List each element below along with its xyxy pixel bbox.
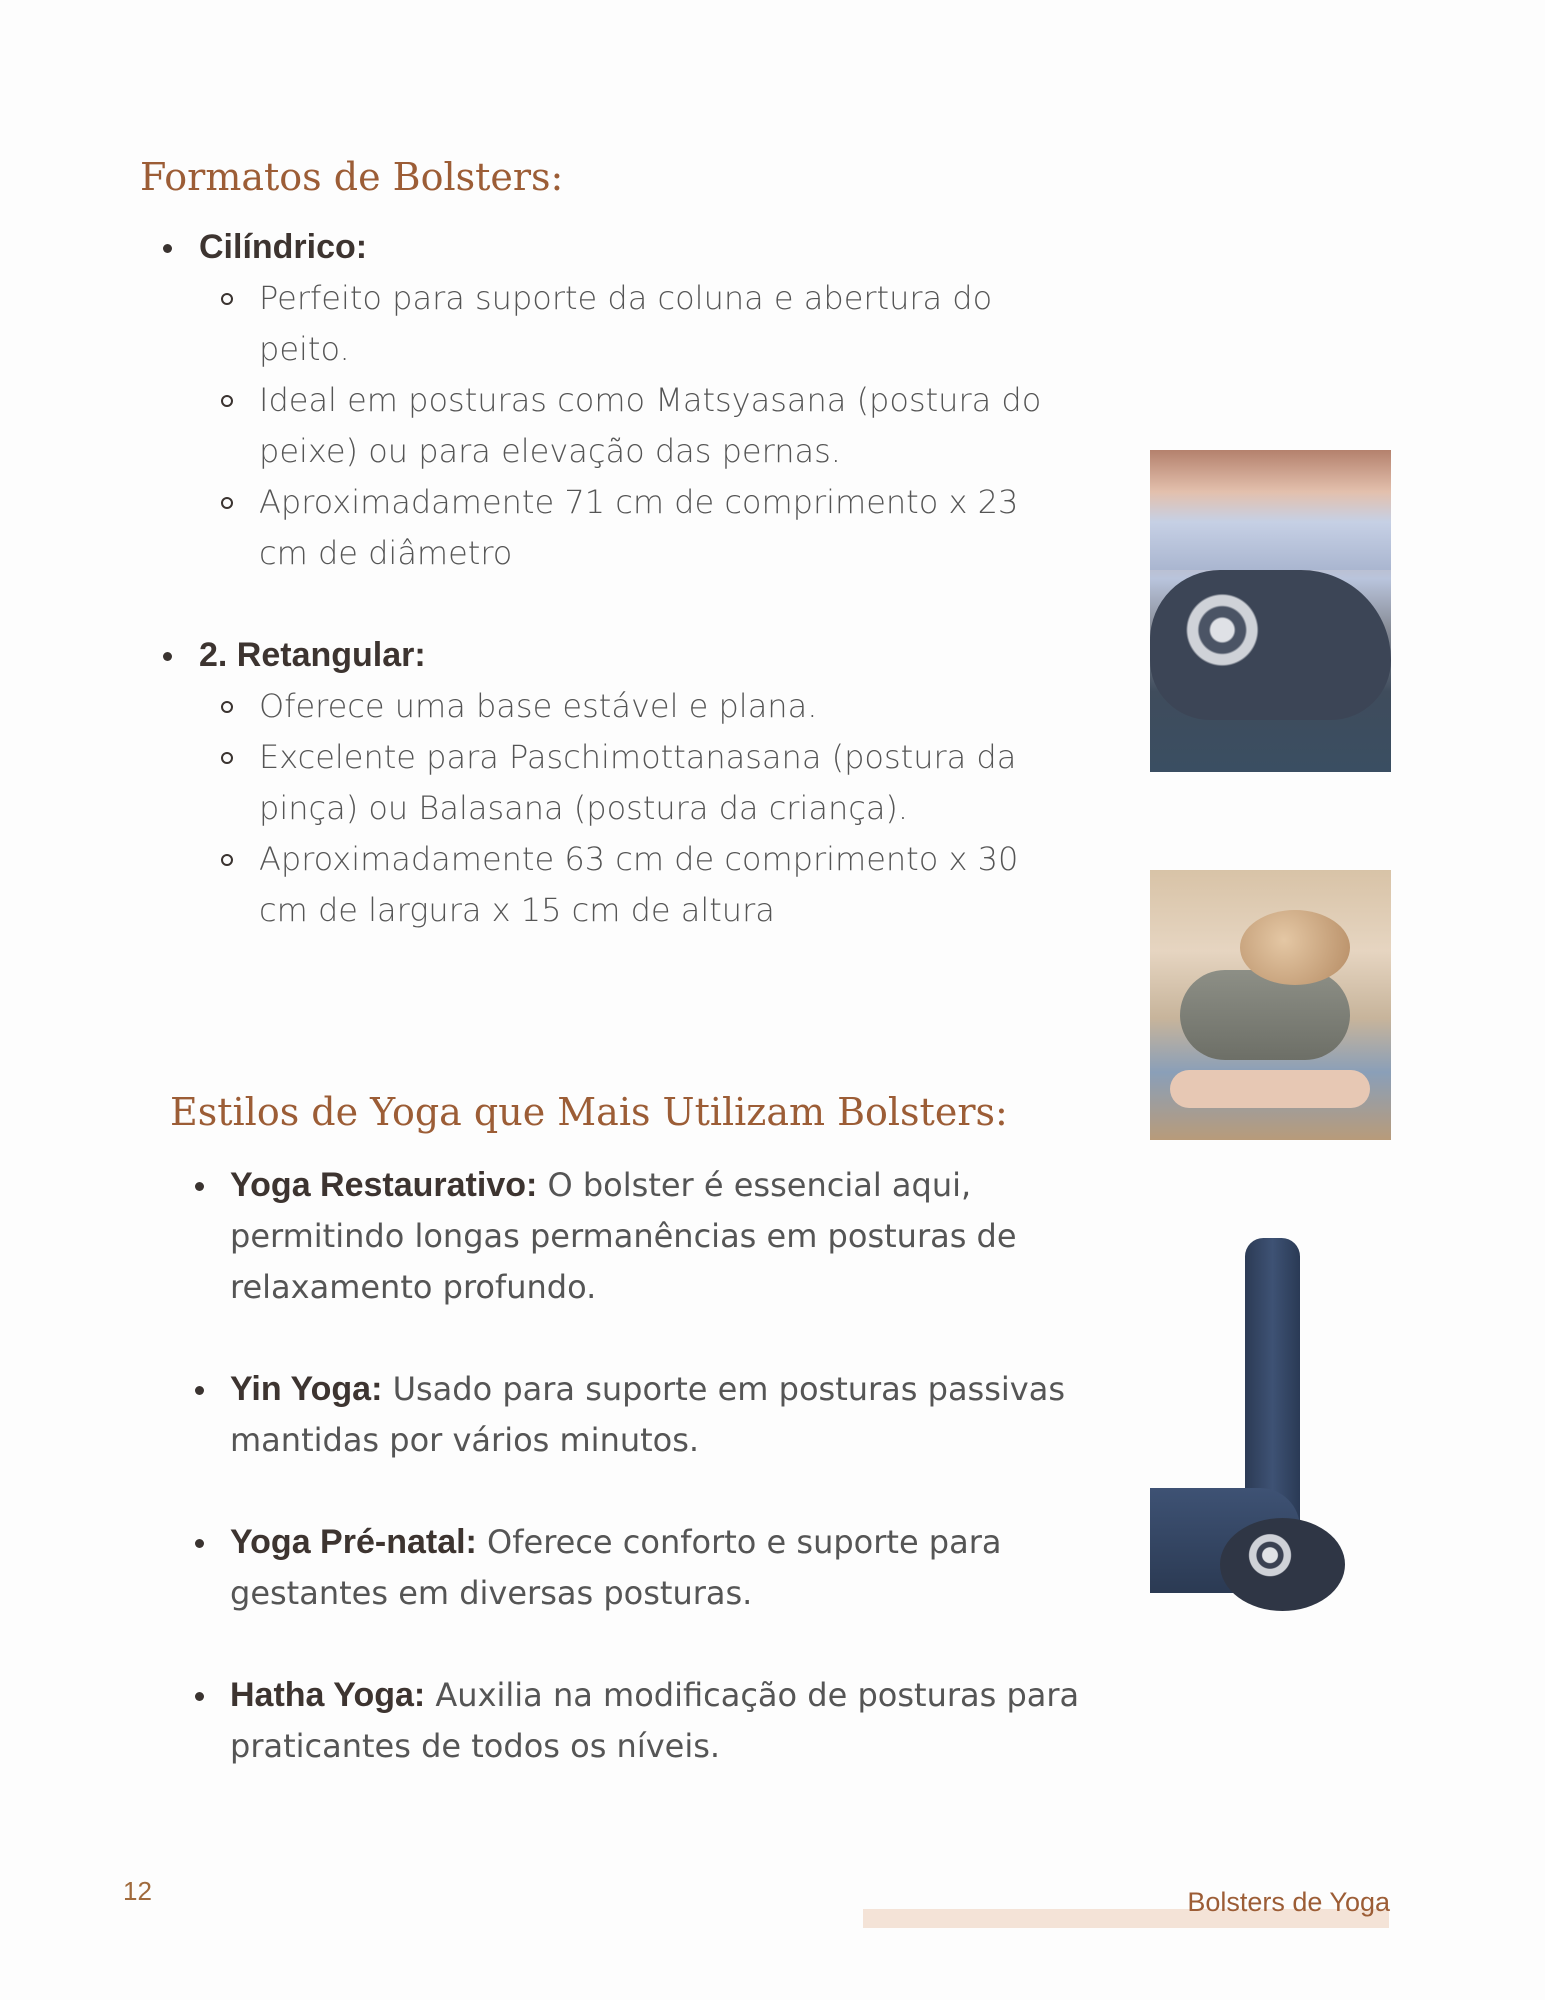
list-item (155, 630, 1075, 936)
list-item: Ideal em posturas como Matsyasana (postura do peixe) ou para elevação das pernas. (199, 375, 1075, 477)
footer-title: Bolsters de Yoga (1187, 1887, 1390, 1917)
photo-detail (1220, 1518, 1345, 1611)
page-number: 12 (123, 1876, 152, 1906)
list-item (185, 1517, 1095, 1619)
section-title-styles: Estilos de Yoga que Mais Utilizam Bolsters: (170, 1090, 1008, 1134)
list-item: Oferece uma base estável e plana. (199, 681, 1075, 732)
yoga-styles-list (185, 1160, 1095, 1823)
style-description: Usado para suporte em posturas passivas mantidas por vários minutos. (230, 1370, 1065, 1459)
formats-list (155, 222, 1075, 987)
format-title: 2. Retangular: (199, 636, 426, 674)
photo-legs-up-bolster (1150, 1238, 1391, 1611)
list-item: Aproximadamente 63 cm de comprimento x 30 cm de largura x 15 cm de altura (199, 834, 1075, 936)
style-label: Yoga Pré-natal: (230, 1523, 477, 1561)
style-description: O bolster é essencial aqui, permitindo longas permanências em posturas de relaxamento profundo. (230, 1166, 1017, 1306)
style-label: Yoga Restaurativo: (230, 1166, 538, 1204)
list-item: Perfeito para suporte da coluna e abertura do peito. (199, 273, 1075, 375)
list-item: Excelente para Paschimottanasana (postura da pinça) ou Balasana (postura da criança). (199, 732, 1075, 834)
format-title: Cilíndrico: (199, 228, 368, 266)
format-points (199, 681, 1075, 936)
photo-detail (1240, 910, 1350, 985)
list-item (185, 1160, 1095, 1313)
photo-rectangular-bolster (1150, 870, 1391, 1140)
photo-detail (1170, 1070, 1370, 1108)
style-label: Hatha Yoga: (230, 1676, 426, 1714)
photo-detail (1150, 570, 1391, 720)
style-description: Auxilia na modificação de posturas para praticantes de todos os níveis. (230, 1676, 1080, 1765)
list-item (155, 222, 1075, 579)
format-points (199, 273, 1075, 579)
section-title-formats: Formatos de Bolsters: (140, 155, 564, 199)
list-item (185, 1670, 1095, 1772)
list-item: Aproximadamente 71 cm de comprimento x 23 cm de diâmetro (199, 477, 1075, 579)
style-label: Yin Yoga: (230, 1370, 383, 1408)
list-item (185, 1364, 1095, 1466)
photo-detail (1150, 450, 1391, 570)
photo-detail (1180, 970, 1350, 1060)
photo-cylindrical-bolster (1150, 450, 1391, 772)
style-description: Oferece conforto e suporte para gestantes em diversas posturas. (230, 1523, 1002, 1612)
